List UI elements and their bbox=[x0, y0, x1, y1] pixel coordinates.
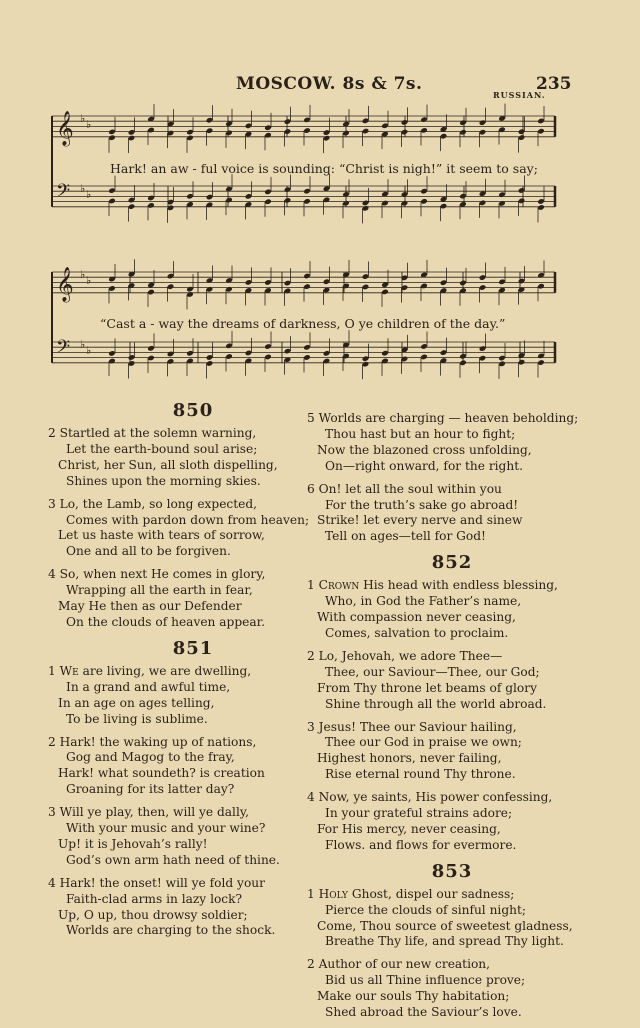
stanza-line: 3 Lo, the Lamb, so long expected, bbox=[48, 496, 258, 511]
stanza-line: Comes, salvation to proclaim. bbox=[325, 625, 509, 640]
stanza-line: For the truth’s sake go abroad! bbox=[325, 497, 519, 512]
stanza-line: 6 On! let all the soul within you bbox=[307, 481, 502, 496]
hymn-column-right bbox=[307, 411, 597, 1028]
stanza-line: 4 Hark! the onset! will ye fold your bbox=[48, 875, 265, 890]
hymn-number: 851 bbox=[172, 637, 214, 659]
stanza bbox=[307, 887, 597, 951]
stanza-line: May He then as our Defender bbox=[58, 599, 242, 614]
treble-clef-icon: 𝄞 bbox=[56, 267, 74, 302]
flat-icon: ♭ bbox=[80, 112, 86, 125]
stanza-line: Bid us all Thine influence prove; bbox=[325, 973, 526, 988]
stanza bbox=[48, 805, 338, 869]
lyrics-line-2: “Cast a - way the dreams of darkness, O ye children of the day.” bbox=[100, 316, 506, 331]
flat-icon: ♭ bbox=[80, 338, 86, 351]
composer-credit: RUSSIAN. bbox=[493, 90, 546, 100]
stanza-line: 2 Hark! the waking up of nations, bbox=[48, 734, 257, 749]
flat-icon: ♭ bbox=[80, 268, 86, 281]
stanza bbox=[307, 790, 597, 854]
stanza-line: Make our souls Thy habitation; bbox=[317, 989, 510, 1004]
stanza-line: 3 Jesus! Thee our Saviour hailing, bbox=[307, 719, 517, 734]
stanza bbox=[307, 720, 597, 784]
stanza bbox=[307, 482, 597, 546]
stanza-line: 1 Crown His head with endless blessing, bbox=[307, 578, 558, 593]
stanza-line: Highest honors, never failing, bbox=[317, 751, 502, 766]
stanza-line: Tell on ages—tell for God! bbox=[325, 529, 486, 544]
stanza-line: Shines upon the morning skies. bbox=[66, 473, 261, 488]
stanza-line: Who, in God the Father’s name, bbox=[325, 594, 522, 609]
stanza-line: With compassion never ceasing, bbox=[317, 610, 516, 625]
stanza-line: Thee, our Saviour—Thee, our God; bbox=[325, 664, 540, 679]
stanza-line: In your grateful strains adore; bbox=[325, 806, 513, 821]
stanza-line: Shed abroad the Saviour’s love. bbox=[325, 1005, 522, 1020]
stanza-line: Hark! what soundeth? is creation bbox=[58, 766, 265, 781]
flat-icon: ♭ bbox=[86, 118, 92, 131]
tune-title: MOSCOW. 8s & 7s. bbox=[236, 74, 423, 94]
stanza-line: Thou hast but an hour to fight; bbox=[325, 426, 516, 441]
stanza bbox=[307, 411, 597, 475]
stanza-line: 2 Lo, Jehovah, we adore Thee— bbox=[307, 648, 503, 663]
stanza-line: Thee our God in praise we own; bbox=[325, 735, 522, 750]
stanza-line: 2 Author of our new creation, bbox=[307, 957, 491, 972]
stanza-line: Strike! let every nerve and sinew bbox=[317, 513, 523, 528]
stanza-line: Rise eternal round Thy throne. bbox=[325, 767, 516, 782]
stanza-line: Up, O up, thou drowsy soldier; bbox=[58, 907, 248, 922]
flat-icon: ♭ bbox=[80, 182, 86, 195]
stanza bbox=[307, 957, 597, 1021]
stanza bbox=[48, 567, 338, 631]
flat-icon: ♭ bbox=[86, 274, 92, 287]
stanza-line: 4 So, when next He comes in glory, bbox=[48, 567, 266, 582]
stanza-line: On—right onward, for the right. bbox=[325, 458, 523, 473]
stanza bbox=[48, 664, 338, 728]
stanza-line: Gog and Magog to the fray, bbox=[66, 750, 235, 765]
bass-clef-icon: 𝄢 bbox=[56, 181, 71, 206]
stanza-line: 5 Worlds are charging — heaven beholding; bbox=[307, 411, 579, 425]
stanza bbox=[48, 497, 338, 561]
stanza-line: Shine through all the world abroad. bbox=[325, 696, 547, 711]
bass-clef-icon: 𝄢 bbox=[56, 337, 71, 362]
treble-clef-icon: 𝄞 bbox=[56, 111, 74, 146]
flat-icon: ♭ bbox=[86, 344, 92, 357]
stanza-line: For His mercy, never ceasing, bbox=[317, 821, 501, 836]
stanza-line: Christ, her Sun, all sloth dispelling, bbox=[58, 457, 278, 472]
stanza-line: Flows. and flows for evermore. bbox=[325, 837, 517, 852]
lyrics-line-1: Hark! an aw - ful voice is sounding: “Christ is nigh!” it seem to say; bbox=[110, 161, 538, 176]
hymn-number: 853 bbox=[431, 860, 473, 882]
stanza-line: Now the blazoned cross unfolding, bbox=[317, 442, 532, 457]
stanza-line: In a grand and awful time, bbox=[66, 679, 231, 694]
stanza bbox=[48, 876, 338, 940]
hymn-column-left bbox=[48, 400, 338, 946]
page-header bbox=[0, 74, 640, 100]
stanza-line: On the clouds of heaven appear. bbox=[66, 614, 265, 629]
stanza-line: Up! it is Jehovah’s rally! bbox=[58, 836, 208, 851]
stanza-line: 2 Startled at the solemn warning, bbox=[48, 426, 257, 440]
stanza-line: 1 Holy Ghost, dispel our sadness; bbox=[307, 886, 515, 901]
stanza-line: Pierce the clouds of sinful night; bbox=[325, 902, 526, 917]
flat-icon: ♭ bbox=[86, 188, 92, 201]
stanza-line: In an age on ages telling, bbox=[58, 695, 215, 710]
stanza-line: Faith-clad arms in lazy lock? bbox=[66, 891, 243, 906]
stanza-line: Wrapping all the earth in fear, bbox=[66, 583, 253, 598]
stanza-line: 1 We are living, we are dwelling, bbox=[48, 663, 252, 678]
stanza bbox=[48, 426, 338, 490]
stanza-line: One and all to be forgiven. bbox=[66, 544, 231, 559]
stanza bbox=[307, 649, 597, 713]
stanza-line: Let the earth-bound soul arise; bbox=[66, 441, 258, 456]
hymn-number: 852 bbox=[431, 552, 473, 574]
stanza-line: 4 Now, ye saints, His power confessing, bbox=[307, 790, 553, 805]
stanza-line: Let us haste with tears of sorrow, bbox=[58, 528, 265, 543]
stanza-line: Comes with pardon down from heaven; bbox=[66, 512, 310, 527]
stanza bbox=[307, 578, 597, 642]
stanza-line: Worlds are charging to the shock. bbox=[66, 923, 276, 938]
stanza-line: To be living is sublime. bbox=[66, 711, 208, 726]
stanza-line: God’s own arm hath need of thine. bbox=[66, 852, 280, 867]
stanza bbox=[48, 735, 338, 799]
stanza-line: Come, Thou source of sweetest gladness, bbox=[317, 918, 573, 933]
stanza-line: From Thy throne let beams of glory bbox=[317, 680, 537, 695]
stanza-line: 3 Will ye play, then, will ye dally, bbox=[48, 805, 249, 820]
hymn-number: 850 bbox=[172, 400, 214, 421]
stanza-line: Breathe Thy life, and spread Thy light. bbox=[325, 934, 564, 949]
stanza-line: With your music and your wine? bbox=[66, 821, 266, 836]
stanza-line: Groaning for its latter day? bbox=[66, 782, 235, 797]
page-number: 235 bbox=[536, 74, 572, 94]
